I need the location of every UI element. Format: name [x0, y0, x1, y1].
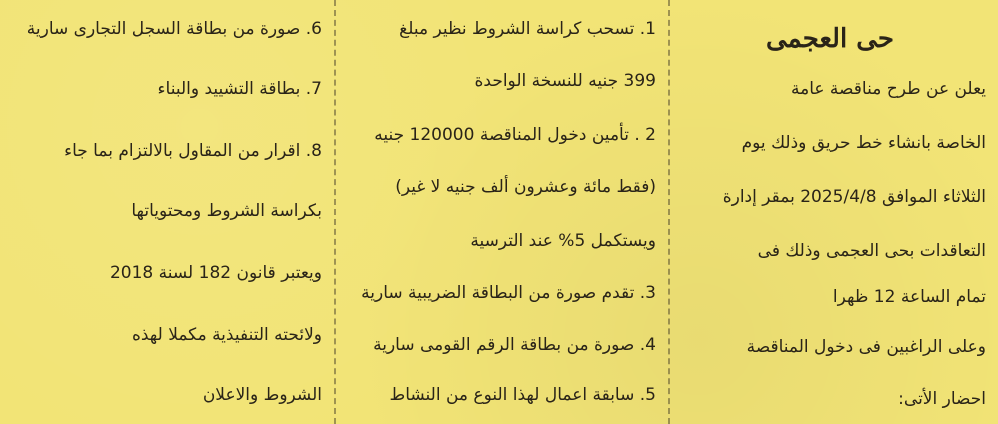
- requirement-line: 5. سابقة اعمال لهذا النوع من النشاط: [389, 385, 656, 405]
- middle-column: [334, 0, 668, 424]
- announcement-line: التعاقدات بحى العجمى وذلك فى: [757, 241, 986, 261]
- requirement-line: 6. صورة من بطاقة السجل التجارى سارية: [26, 19, 322, 39]
- requirement-line: 8. اقرار من المقاول بالالتزام بما جاء: [64, 141, 322, 161]
- requirement-line: ويعتبر قانون 182 لسنة 2018: [109, 263, 322, 283]
- requirement-line: 2 . تأمين دخول المناقصة 120000 جنيه: [374, 125, 656, 145]
- requirement-line: 4. صورة من بطاقة الرقم القومى سارية: [373, 335, 656, 355]
- announcement-line: تمام الساعة 12 ظهرا: [832, 287, 986, 307]
- requirement-line: ويستكمل 5% عند الترسية: [470, 231, 656, 251]
- right-column: [668, 0, 998, 424]
- requirement-line: الشروط والاعلان: [202, 385, 322, 405]
- district-title: حى العجمى: [766, 24, 894, 54]
- requirement-line: 7. بطاقة التشييد والبناء: [157, 79, 322, 99]
- announcement-line: يعلن عن طرح مناقصة عامة: [790, 79, 986, 99]
- requirement-line: بكراسة الشروط ومحتوياتها: [131, 201, 322, 221]
- left-column: [0, 0, 334, 424]
- requirement-line: (فقط مائة وعشرون ألف جنيه لا غير): [395, 177, 656, 197]
- requirement-line: 3. تقدم صورة من البطاقة الضريبية سارية: [361, 283, 656, 303]
- requirement-line: 1. تسحب كراسة الشروط نظير مبلغ: [399, 19, 656, 39]
- announcement-line: الثلاثاء الموافق 2025/4/8 بمقر إدارة: [722, 187, 986, 207]
- announcement-line: احضار الأتى:: [898, 389, 986, 409]
- announcement-line: الخاصة بانشاء خط حريق وذلك يوم: [741, 133, 986, 153]
- requirement-line: ولائحته التنفيذية مكملا لهذه: [131, 325, 322, 345]
- announcement-line: وعلى الراغبين فى دخول المناقصة: [746, 337, 986, 357]
- requirement-line: 399 جنيه للنسخة الواحدة: [474, 71, 656, 91]
